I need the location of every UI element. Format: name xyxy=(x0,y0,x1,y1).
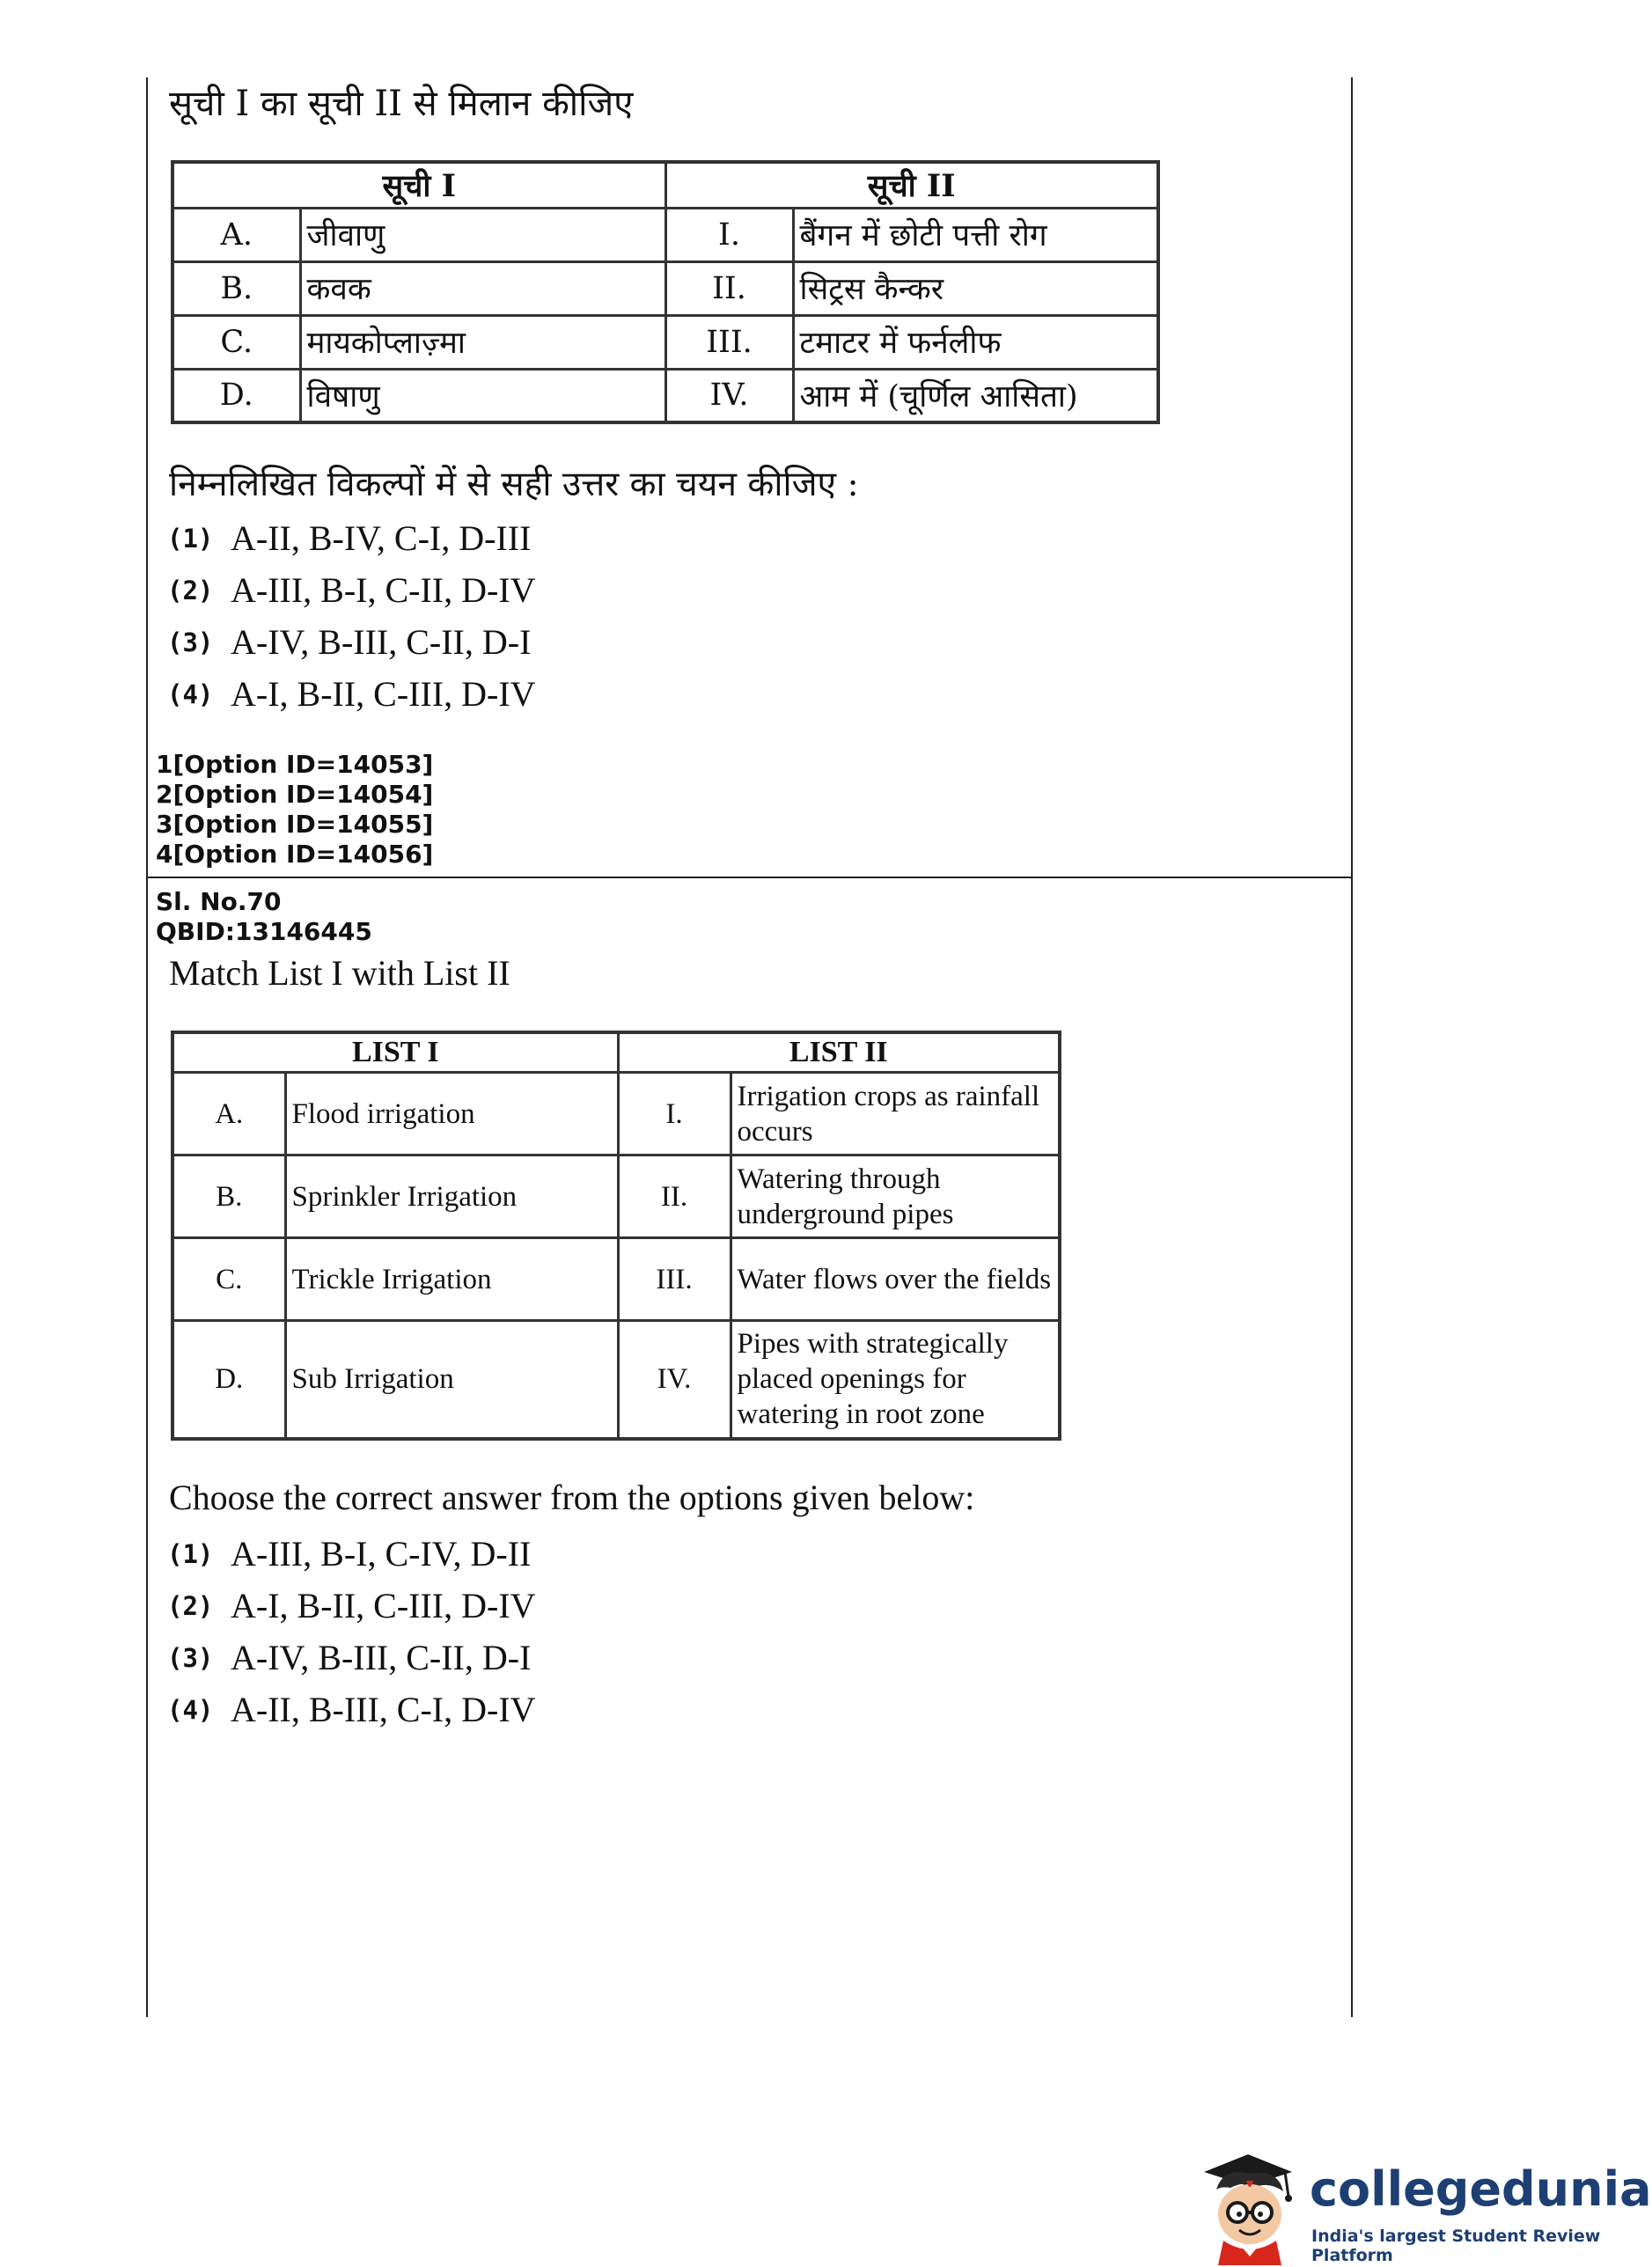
row-match: सिट्रस कैन्कर xyxy=(793,261,1158,315)
row-item: मायकोप्लाज़्मा xyxy=(300,315,665,369)
row-match: आम में (चूर्णिल आसिता) xyxy=(793,369,1158,422)
row-numeral: III. xyxy=(665,315,793,369)
row-match: Pipes with strategically placed openings for watering in root zone xyxy=(731,1321,1060,1439)
option-item[interactable] xyxy=(167,1684,536,1735)
table-row xyxy=(173,1156,1060,1238)
row-letter: A. xyxy=(173,1073,285,1156)
option-id: 1[Option ID=14053] xyxy=(156,750,434,779)
row-item: Trickle Irrigation xyxy=(285,1238,618,1321)
logo-tagline: India's largest Student Review Platform xyxy=(1311,2227,1601,2265)
row-letter: C. xyxy=(173,1238,285,1321)
option-item[interactable] xyxy=(167,564,536,616)
row-item: Sprinkler Irrigation xyxy=(285,1156,618,1238)
row-item: Flood irrigation xyxy=(285,1073,618,1156)
option-text: A-I, B-II, C-III, D-IV xyxy=(231,674,536,714)
option-id: 4[Option ID=14056] xyxy=(156,840,434,869)
left-border xyxy=(146,77,148,2017)
option-id: 2[Option ID=14054] xyxy=(156,780,434,809)
qbid: QBID:13146445 xyxy=(156,917,372,946)
option-item[interactable] xyxy=(167,616,536,668)
row-match: बैंगन में छोटी पत्ती रोग xyxy=(793,208,1158,261)
row-numeral: I. xyxy=(618,1073,731,1156)
table-row xyxy=(173,261,1158,315)
serial-number: Sl. No.70 xyxy=(156,887,282,916)
option-number: (3) xyxy=(167,627,214,657)
option-item[interactable] xyxy=(167,1632,536,1684)
table-row xyxy=(173,369,1158,422)
option-text: A-II, B-IV, C-I, D-III xyxy=(231,518,532,558)
row-item: जीवाणु xyxy=(300,208,665,261)
option-item[interactable] xyxy=(167,668,536,720)
row-letter: B. xyxy=(173,261,300,315)
q2-title: Match List I with List II xyxy=(169,953,510,993)
q2-meta xyxy=(156,887,372,947)
option-number: (2) xyxy=(167,1590,214,1621)
q1-title: सूची I का सूची II से मिलान कीजिए xyxy=(169,84,634,124)
option-id: 3[Option ID=14055] xyxy=(156,810,434,839)
q2-instruction: Choose the correct answer from the options given below: xyxy=(169,1478,975,1517)
option-number: (4) xyxy=(167,679,214,709)
row-numeral: III. xyxy=(618,1238,731,1321)
row-letter: C. xyxy=(173,315,300,369)
q1-options xyxy=(167,512,536,720)
question-separator xyxy=(146,877,1353,878)
table-row xyxy=(173,208,1158,261)
option-id-list xyxy=(156,750,433,869)
row-numeral: II. xyxy=(665,261,793,315)
row-match: Water flows over the fields xyxy=(731,1238,1060,1321)
collegedunia-logo[interactable] xyxy=(1197,2142,1652,2265)
row-match: Irrigation crops as rainfall occurs xyxy=(731,1073,1060,1156)
row-letter: D. xyxy=(173,1321,285,1439)
table-row xyxy=(173,1238,1060,1321)
q2-options xyxy=(167,1528,536,1735)
q1-list2-header: सूची II xyxy=(665,162,1158,208)
table-row xyxy=(173,1073,1060,1156)
q2-match-table xyxy=(171,1031,1061,1441)
option-number: (3) xyxy=(167,1642,214,1673)
row-item: विषाणु xyxy=(300,369,665,422)
option-text: A-IV, B-III, C-II, D-I xyxy=(231,622,532,662)
row-letter: D. xyxy=(173,369,300,422)
option-number: (4) xyxy=(167,1694,214,1725)
student-mascot-icon xyxy=(1197,2142,1311,2265)
row-item: Sub Irrigation xyxy=(285,1321,618,1439)
row-match: Watering through underground pipes xyxy=(731,1156,1060,1238)
table-row xyxy=(173,1321,1060,1439)
row-item: कवक xyxy=(300,261,665,315)
option-text: A-II, B-III, C-I, D-IV xyxy=(231,1690,536,1729)
row-numeral: IV. xyxy=(665,369,793,422)
row-match: टमाटर में फर्नलीफ xyxy=(793,315,1158,369)
row-letter: B. xyxy=(173,1156,285,1238)
option-item[interactable] xyxy=(167,512,536,564)
row-letter: A. xyxy=(173,208,300,261)
option-text: A-I, B-II, C-III, D-IV xyxy=(231,1586,536,1625)
row-numeral: II. xyxy=(618,1156,731,1238)
option-number: (1) xyxy=(167,523,214,554)
option-text: A-IV, B-III, C-II, D-I xyxy=(231,1638,532,1677)
option-text: A-III, B-I, C-IV, D-II xyxy=(231,1534,532,1574)
q1-match-table xyxy=(171,160,1160,424)
logo-wordmark: collegedunia xyxy=(1310,2161,1652,2217)
q1-list1-header: सूची I xyxy=(173,162,665,208)
option-item[interactable] xyxy=(167,1580,536,1632)
q2-list1-header: LIST I xyxy=(173,1032,618,1073)
option-item[interactable] xyxy=(167,1528,536,1580)
row-numeral: I. xyxy=(665,208,793,261)
row-numeral: IV. xyxy=(618,1321,731,1439)
option-number: (2) xyxy=(167,575,214,605)
right-border xyxy=(1351,77,1353,2017)
option-number: (1) xyxy=(167,1538,214,1569)
q1-instruction: निम्नलिखित विकल्पों में से सही उत्तर का चयन कीजिए : xyxy=(169,465,859,504)
q2-list2-header: LIST II xyxy=(618,1032,1060,1073)
option-text: A-III, B-I, C-II, D-IV xyxy=(231,570,536,610)
table-row xyxy=(173,315,1158,369)
